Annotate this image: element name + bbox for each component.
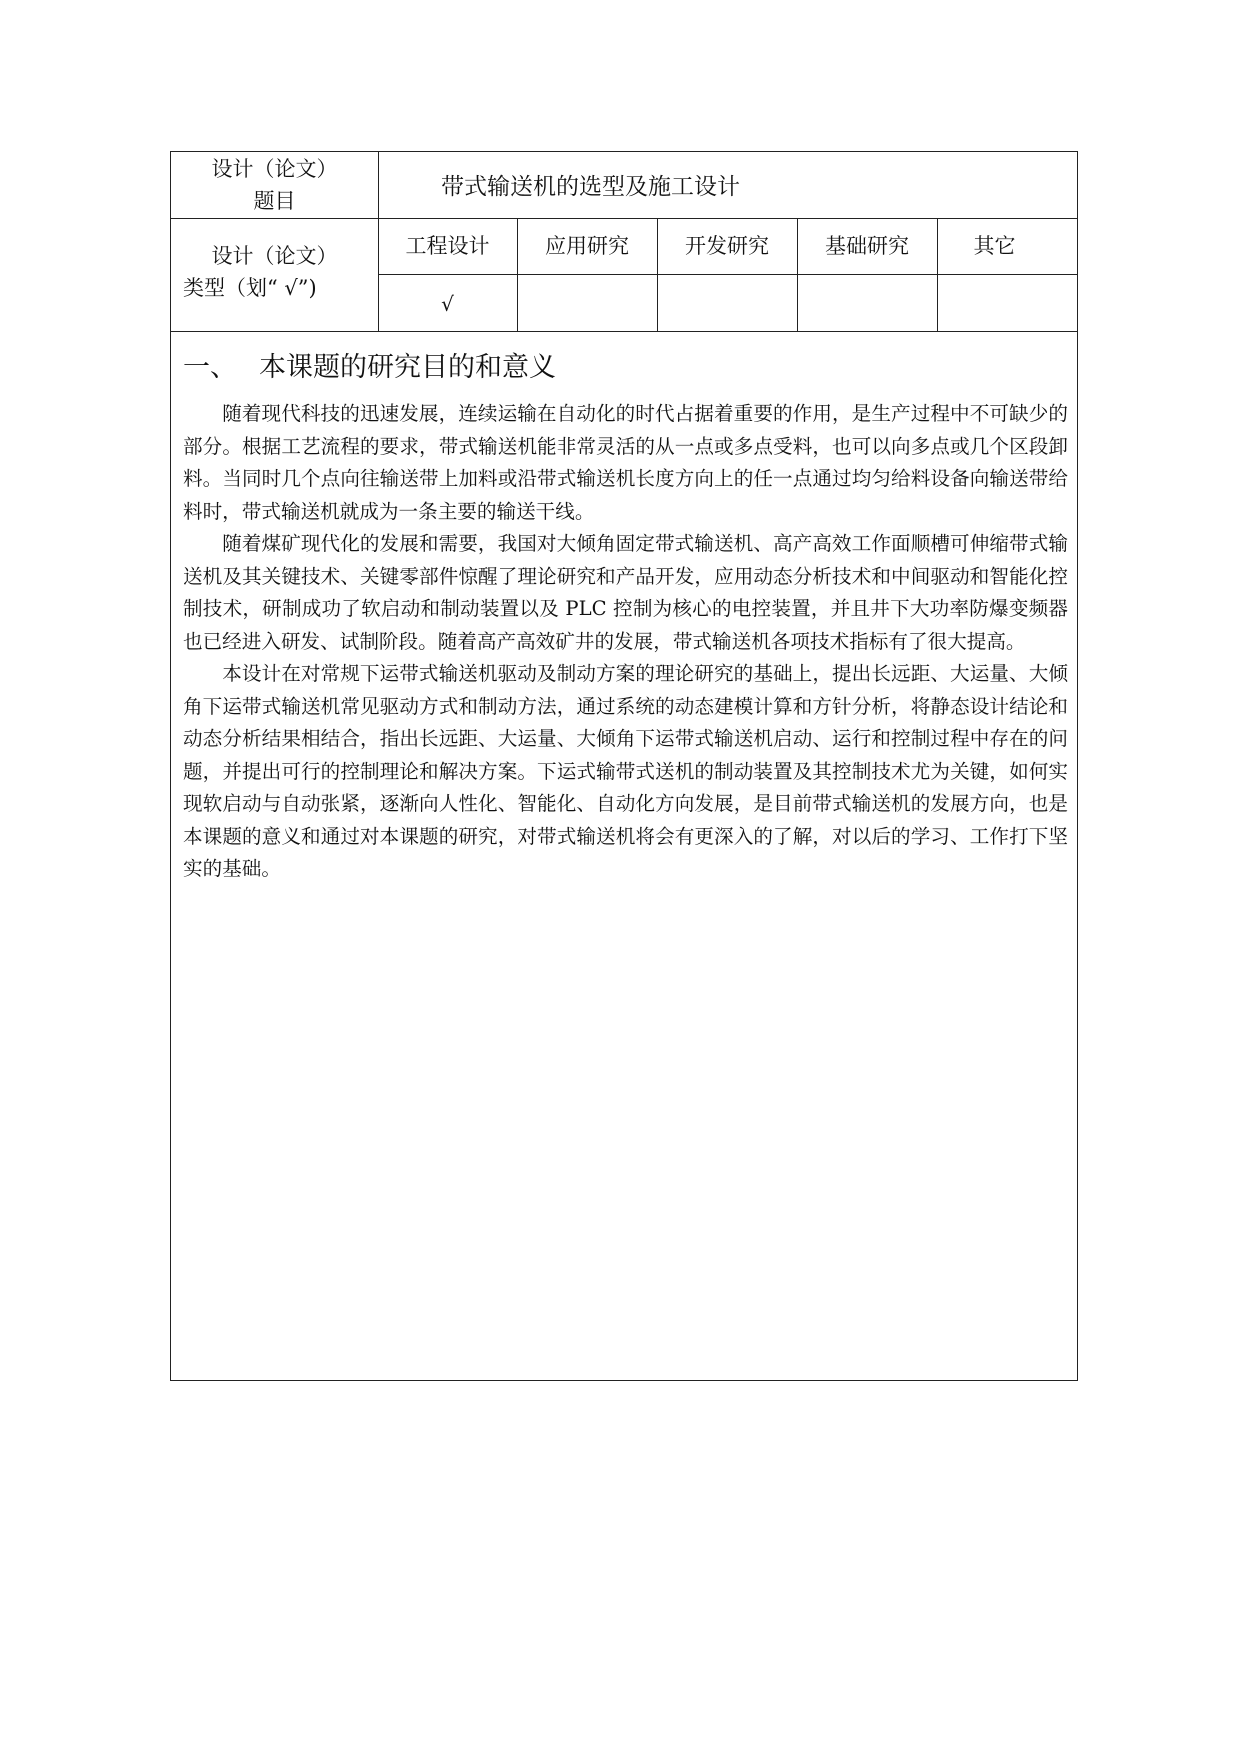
type-label [171, 240, 378, 304]
type-label-line1: 设计（论文） [211, 244, 338, 268]
type-mark-engineering: √ [441, 292, 454, 316]
paragraph: 随着煤矿现代化的发展和需要，我国对大倾角固定带式输送机、高产高效工作面顺槽可伸缩带式输送机及其关键技术、关键零部件惊醒了理论研究和产品开发，应用动态分析技术和中间驱动和智能化控制技术，研制成功了软启动和制动装置以及 PLC 控制为核心的电控装置，并且井下大功率防爆变频器也已经进入研发、试制阶段。随着高产高效矿井的发展，带式输送机各项技术指标有了很大提高。 [183, 532, 1068, 653]
section-heading [183, 348, 556, 388]
type-option-basic-research: 基础研究 [825, 234, 909, 258]
thesis-form-table [170, 151, 1078, 1381]
row-divider-title [171, 218, 1077, 219]
title-label-line1: 设计（论文） [211, 157, 338, 181]
paragraph: 本设计在对常规下运带式输送机驱动及制动方案的理论研究的基础上，提出长远距、大运量、大倾角下运带式输送机常见驱动方式和制动方法，通过系统的动态建模计算和方针分析，将静态设计结论和动态分析结果相结合，指出长远距、大运量、大倾角下运带式输送机启动、运行和控制过程中存在的问题，并提出可行的控制理论和解决方案。下运式输带式送机的制动装置及其控制技术尤为关键，如何实现软启动与自动张紧，逐渐向人性化、智能化、自动化方向发展，是目前带式输送机的发展方向，也是本课题的意义和通过对本课题的研究，对带式输送机将会有更深入的了解，对以后的学习、工作打下坚实的基础。 [183, 662, 1068, 880]
type-option-applied-research: 应用研究 [545, 234, 629, 258]
title-label [171, 153, 378, 217]
row-divider-type-header [378, 274, 1077, 275]
type-option-engineering: 工程设计 [405, 234, 490, 258]
section-number: 一、 [183, 352, 237, 383]
title-label-line2: 题目 [253, 189, 296, 213]
section-title: 本课题的研究目的和意义 [259, 352, 556, 383]
section-body [183, 398, 1068, 886]
type-option-development-research: 开发研究 [685, 234, 769, 258]
row-divider-type [171, 331, 1077, 332]
type-option-other: 其它 [973, 234, 1016, 258]
paragraph: 随着现代科技的迅速发展，连续运输在自动化的时代占据着重要的作用，是生产过程中不可缺少的部分。根据工艺流程的要求，带式输送机能非常灵活的从一点或多点受料，也可以向多点或几个区段卸料。当同时几个点向往输送带上加料或沿带式输送机长度方向上的任一点通过均匀给料设备向输送带给料时，带式输送机就成为一条主要的输送干线。 [183, 402, 1068, 523]
type-label-line2: 类型（划“ √”) [183, 276, 317, 300]
thesis-title: 带式输送机的选型及施工设计 [441, 174, 740, 200]
